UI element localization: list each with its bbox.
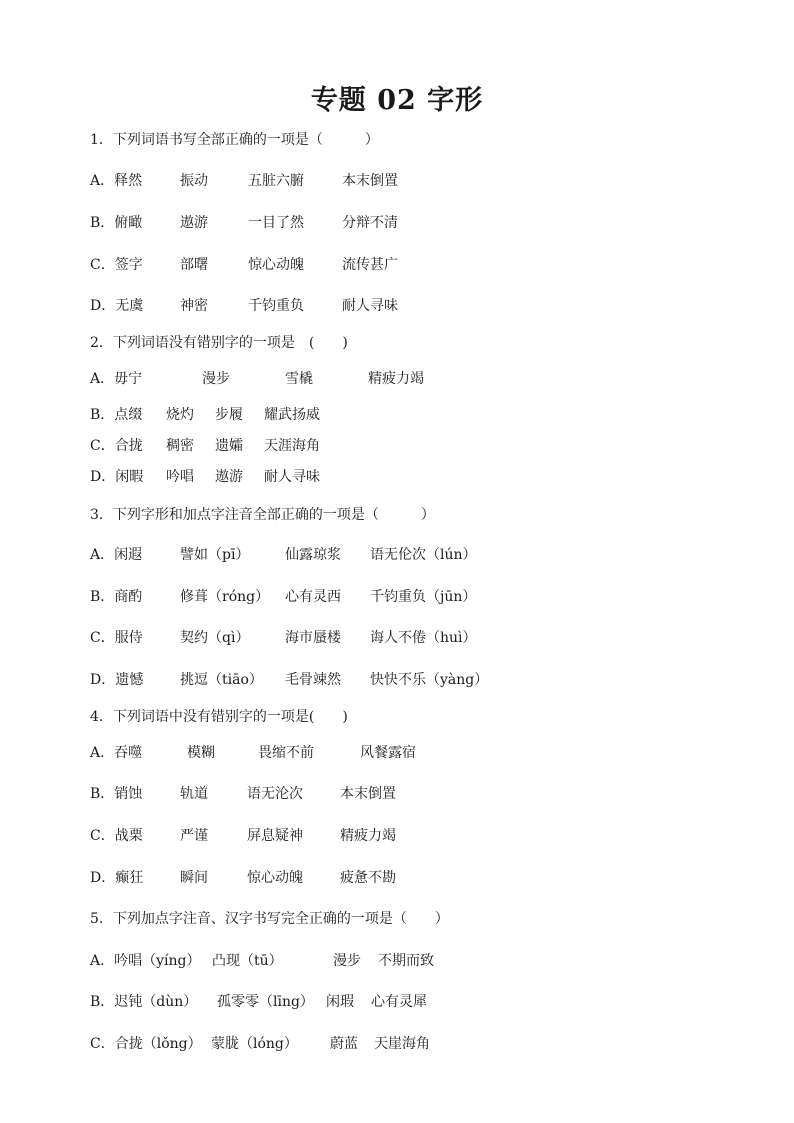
option-term: 仙露琼浆	[285, 547, 341, 563]
option-label: D．癫狂	[90, 870, 144, 886]
question-stem: 2．下列词语没有错别字的一项是 ( )	[90, 335, 348, 351]
option-term: 一目了然	[248, 215, 304, 231]
option-term: 漫步	[202, 371, 230, 387]
option-label: A．吟唱（yíng）	[90, 953, 201, 969]
option-term: 不期而致	[378, 953, 434, 969]
option-term: 语无伦次（lún）	[370, 547, 477, 563]
option-term: 心有灵犀	[371, 994, 427, 1010]
option-row	[90, 256, 710, 274]
page-title: 专题 02 字形	[310, 85, 484, 116]
option-row	[90, 744, 710, 762]
question-stem: 3．下列字形和加点字注音全部正确的一项是（ ）	[90, 507, 435, 523]
option-term: 轨道	[180, 786, 208, 802]
option-label: C．签字	[90, 257, 143, 273]
option-row	[90, 1035, 710, 1053]
option-term: 耐人寻味	[264, 469, 320, 485]
option-term: 稠密	[166, 438, 194, 454]
option-label: C．合拢	[90, 438, 143, 454]
option-term: 耀武扬威	[264, 407, 320, 423]
question-stem: 5．下列加点字注音、汉字书写完全正确的一项是（ ）	[90, 911, 449, 927]
option-label: B．俯瞰	[90, 215, 143, 231]
option-term: 天涯海角	[264, 438, 320, 454]
option-term: 耐人寻味	[342, 298, 398, 314]
option-label: D．闲暇	[90, 469, 144, 485]
option-term: 雪橇	[285, 371, 313, 387]
option-term: 挑逗（tiāo）	[180, 672, 263, 688]
option-term: 遨游	[180, 215, 208, 231]
option-row	[90, 588, 710, 606]
option-row	[90, 214, 710, 232]
option-label: A．闲遐	[90, 547, 143, 563]
option-row	[90, 993, 710, 1011]
option-label: C．战栗	[90, 828, 143, 844]
option-term: 瞬间	[180, 870, 208, 886]
option-term: 千钧重负（jūn）	[370, 589, 477, 605]
option-term: 漫步	[333, 953, 361, 969]
option-term: 孤零零（līng）	[217, 994, 314, 1010]
option-term: 本末倒置	[340, 786, 396, 802]
option-term: 毛骨竦然	[285, 672, 341, 688]
option-term: 神密	[180, 298, 208, 314]
option-term: 烧灼	[166, 407, 194, 423]
option-term: 譬如（pī）	[180, 547, 250, 563]
option-term: 蔚蓝	[330, 1036, 358, 1052]
option-label: B．点缀	[90, 407, 143, 423]
option-term: 流传甚广	[342, 257, 398, 273]
option-term: 精疲力竭	[368, 371, 424, 387]
option-term: 海市蜃楼	[285, 630, 341, 646]
option-row	[90, 785, 710, 803]
option-term: 语无沦次	[247, 786, 303, 802]
option-term: 快快不乐（yàng）	[370, 672, 489, 688]
option-term: 诲人不倦（huì）	[370, 630, 477, 646]
option-label: C．服侍	[90, 630, 143, 646]
option-term: 疲惫不勘	[340, 870, 396, 886]
option-label: D．无虞	[90, 298, 144, 314]
option-label: B．销蚀	[90, 786, 143, 802]
option-row	[90, 952, 710, 970]
option-term: 千钧重负	[248, 298, 304, 314]
option-term: 本末倒置	[342, 173, 398, 189]
option-label: D．遗憾	[90, 672, 144, 688]
option-label: A．毋宁	[90, 371, 143, 387]
option-label: A．吞噬	[90, 745, 143, 761]
question-stem: 1．下列词语书写全部正确的一项是（ ）	[90, 132, 379, 148]
option-term: 分辩不清	[342, 215, 398, 231]
option-label: B．商酌	[90, 589, 143, 605]
option-label: B．迟钝（dùn）	[90, 994, 198, 1010]
option-row	[90, 827, 710, 845]
option-term: 部曙	[180, 257, 208, 273]
option-row	[90, 437, 710, 455]
option-row	[90, 671, 710, 689]
option-term: 惊心动魄	[248, 257, 304, 273]
option-term: 惊心动魄	[247, 870, 303, 886]
option-row	[90, 172, 710, 190]
option-term: 风餐露宿	[360, 745, 416, 761]
option-row	[90, 546, 710, 564]
option-term: 步履	[215, 407, 243, 423]
option-term: 蒙胧（lóng）	[211, 1036, 298, 1052]
option-row	[90, 869, 710, 887]
option-row	[90, 468, 710, 486]
option-term: 屏息疑神	[247, 828, 303, 844]
option-label: A．释然	[90, 173, 143, 189]
option-term: 天崖海角	[374, 1036, 430, 1052]
option-term: 修葺（róng）	[180, 589, 270, 605]
option-row	[90, 297, 710, 315]
option-term: 凸现（tū）	[212, 953, 283, 969]
option-term: 精疲力竭	[340, 828, 396, 844]
question-stem: 4．下列词语中没有错别字的一项是( )	[90, 709, 348, 725]
option-term: 振动	[180, 173, 208, 189]
option-term: 遗孀	[215, 438, 243, 454]
option-term: 遨游	[215, 469, 243, 485]
option-term: 闲瑕	[326, 994, 354, 1010]
option-term: 模糊	[187, 745, 215, 761]
option-term: 契约（qì）	[180, 630, 250, 646]
option-term: 五脏六腑	[248, 173, 304, 189]
option-term: 严谨	[180, 828, 208, 844]
option-term: 吟唱	[166, 469, 194, 485]
option-term: 畏缩不前	[258, 745, 314, 761]
option-row	[90, 629, 710, 647]
option-row	[90, 406, 710, 424]
option-row	[90, 370, 710, 388]
option-label: C．合拢（lǒng）	[90, 1036, 202, 1052]
option-term: 心有灵西	[285, 589, 341, 605]
